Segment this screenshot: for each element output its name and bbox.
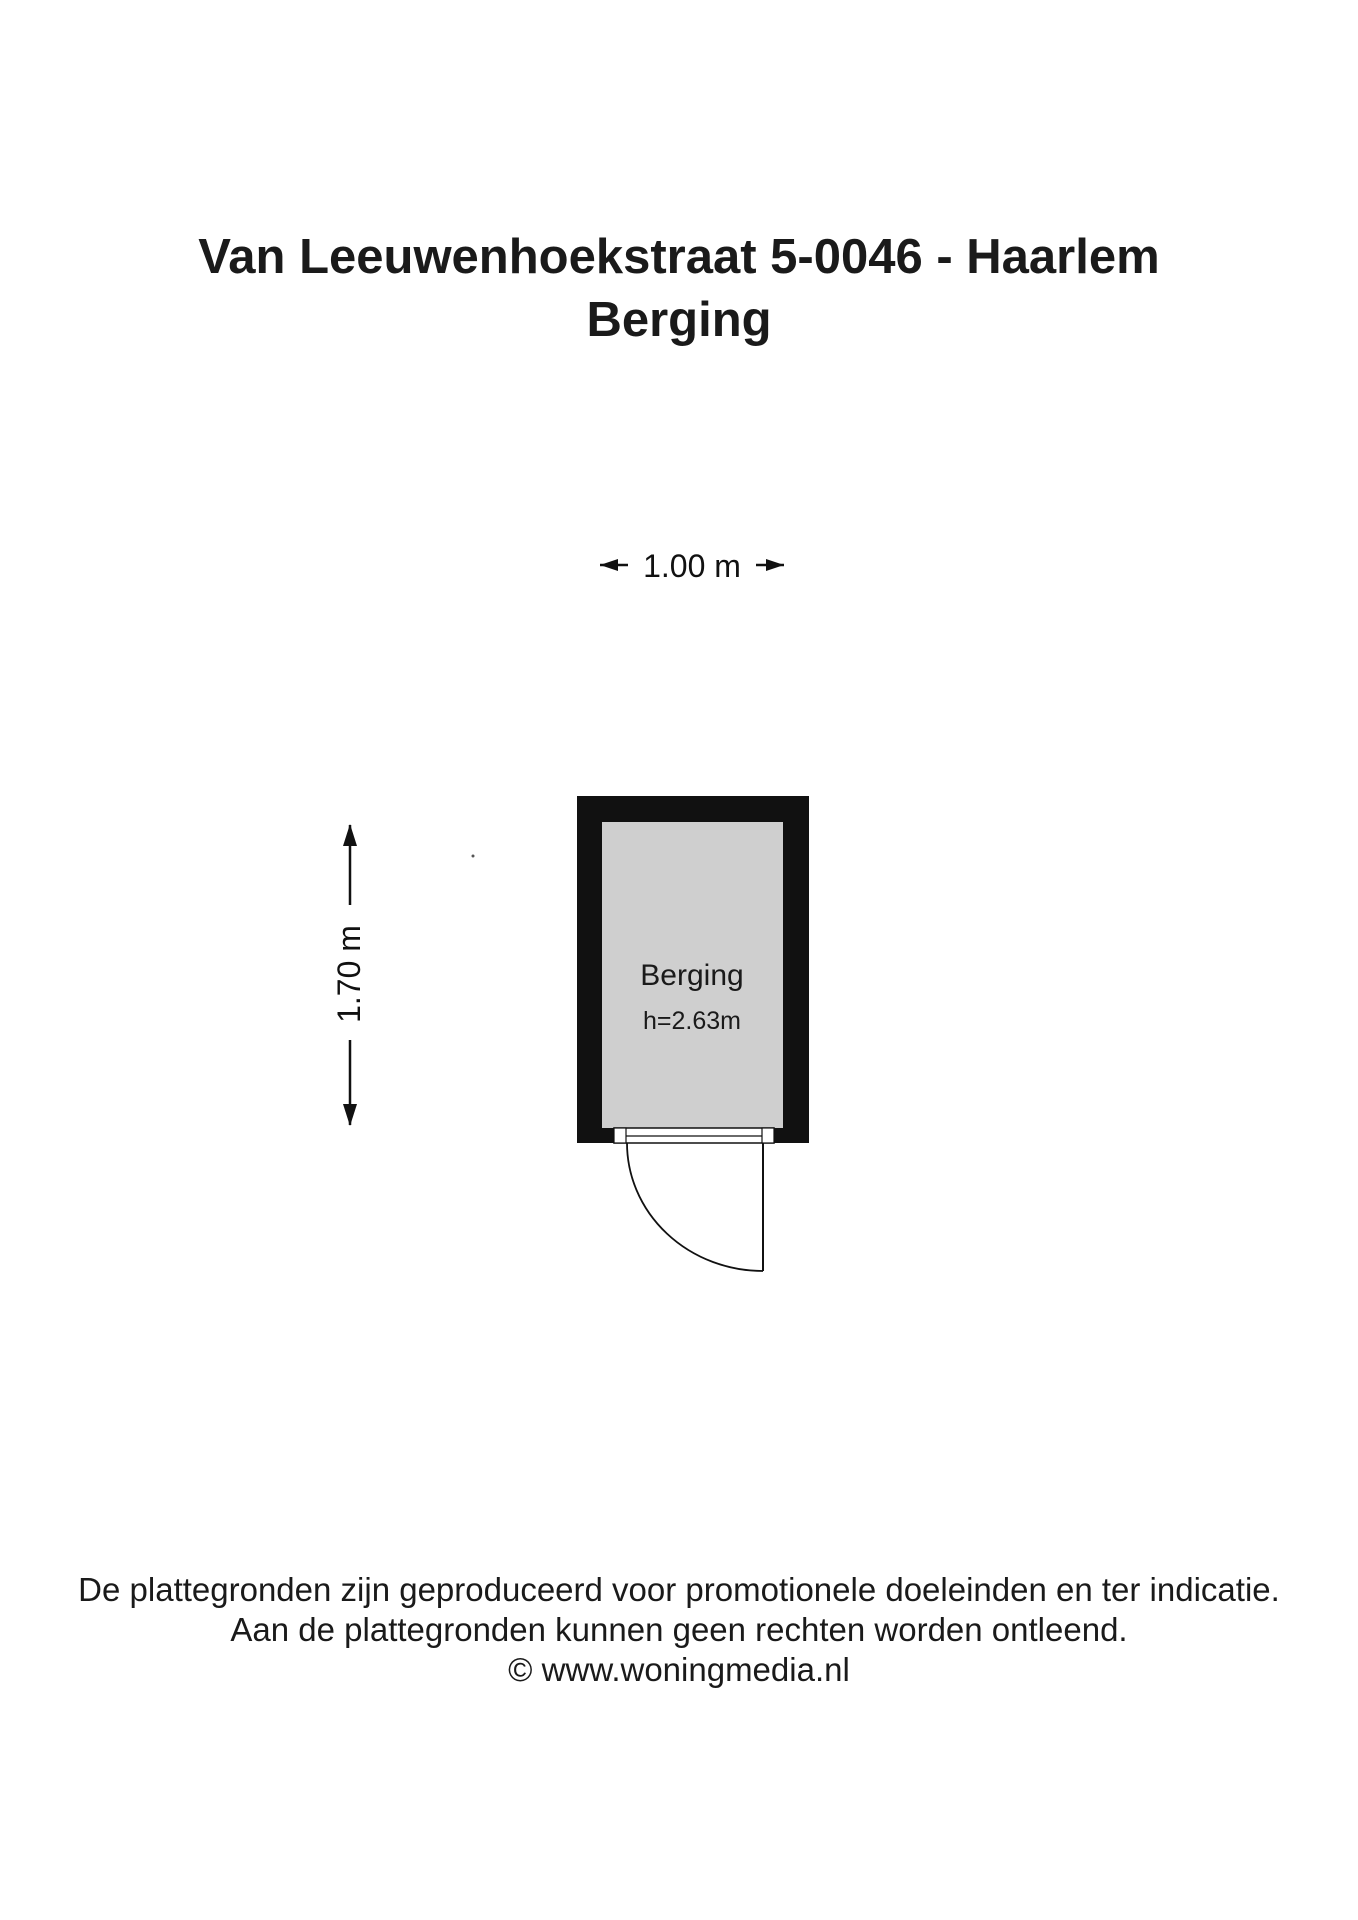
room-berging [577, 796, 809, 1271]
width-dimension-label: 1.00 m [643, 548, 741, 584]
arrow-down-icon [343, 1104, 357, 1126]
room-name-label: Berging [640, 959, 744, 992]
disclaimer-line-2: Aan de plattegronden kunnen geen rechten worden ontleend. [230, 1611, 1128, 1648]
plan-title-floor: Berging [586, 293, 772, 347]
door-jamb-left [614, 1128, 626, 1143]
room-height-label: h=2.63m [643, 1007, 741, 1035]
stray-dot [472, 855, 475, 858]
copyright-link[interactable]: © www.woningmedia.nl [508, 1651, 850, 1688]
arrow-up-icon [343, 824, 357, 846]
height-dimension [331, 824, 367, 1126]
plan-title-address: Van Leeuwenhoekstraat 5-0046 - Haarlem [198, 230, 1160, 284]
arrow-left-icon [600, 559, 618, 571]
door-jamb-right [762, 1128, 774, 1143]
width-dimension [600, 548, 784, 584]
disclaimer-line-1: De plattegronden zijn geproduceerd voor promotionele doeleinden en ter indicatie. [78, 1571, 1280, 1608]
height-dimension-label: 1.70 m [331, 925, 367, 1023]
arrow-right-icon [766, 559, 784, 571]
door-swing-arc [627, 1143, 763, 1271]
